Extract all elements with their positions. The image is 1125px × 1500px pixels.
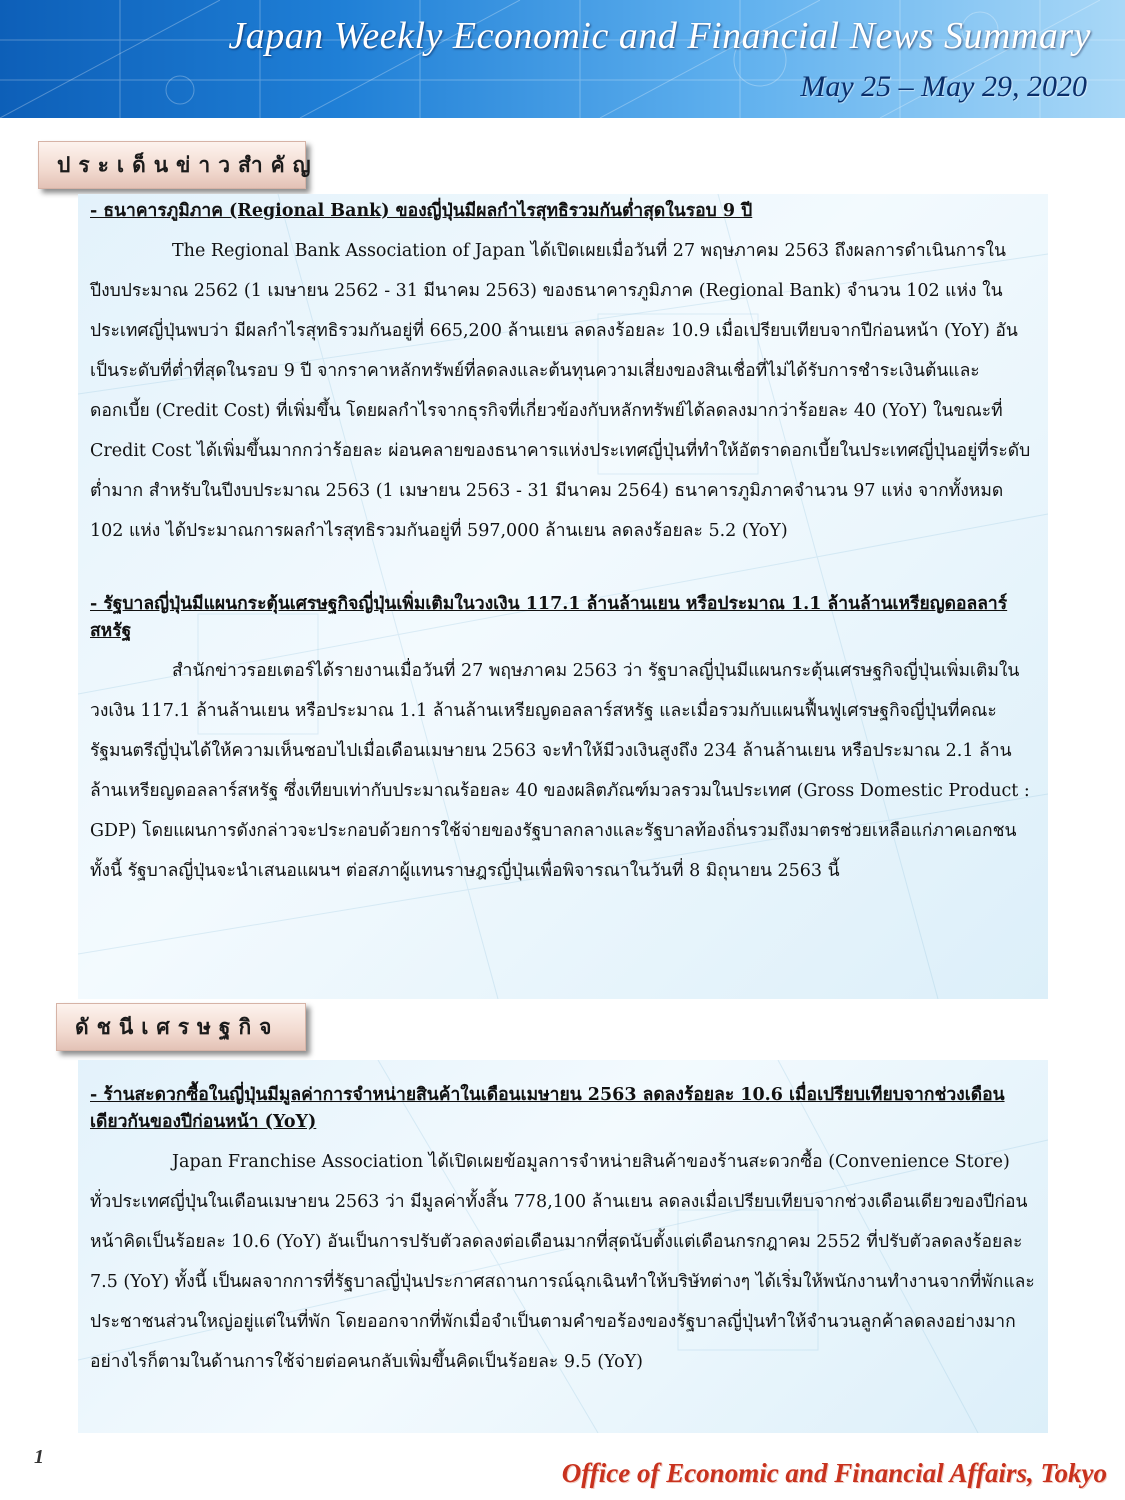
- article-2-body: สำนักข่าวรอยเตอร์ได้รายงานเมื่อวันที่ 27 พฤษภาคม 2563 ว่า รัฐบาลญี่ปุ่นมีแผนกระตุ้นเศรษฐกิจญี่ปุ่นเพิ่มเติมในวงเงิน 117.1 ล้านล้านเยน หรือประมาณ 1.1 ล้านล้านเหรียญดอลลาร์สหรัฐ และเมื่อรวมกับแผนฟื้นฟูเศรษฐกิจญี่ปุ่นที่คณะรัฐมนตรีญี่ปุ่นได้ให้ความเห็นชอบไปเมื่อเดือนเมษายน 2563 จะทำให้มีวงเงินสูงถึง 234 ล้านล้านเยน หรือประมาณ 2.1 ล้านล้านเหรียญดอลลาร์สหรัฐ ซึ่งเทียบเท่ากับประมาณร้อยละ 40 ของผลิตภัณฑ์มวลรวมในประเทศ (Gross Domestic Product : GDP) โดยแผนการดังกล่าวจะประกอบด้วยการใช้จ่ายของรัฐบาลกลางและรัฐบาลท้องถิ่นรวมถึงมาตรช่วยเหลือแก่ภาคเอกชน ทั้งนี้ รัฐบาลญี่ปุ่นจะนำเสนอแผนฯ ต่อสภาผู้แทนราษฎรญี่ปุ่นเพื่อพิจารณาในวันที่ 8 มิถุนายน 2563 นี้: [90, 661, 1030, 881]
- section-tab-economic-indicators: ดัชนีเศรษฐกิจ: [56, 1003, 306, 1051]
- economic-indicators-panel: [78, 1060, 1048, 1433]
- article-2-headline: - รัฐบาลญี่ปุ่นมีแผนกระตุ้นเศรษฐกิจญี่ปุ่นเพิ่มเติมในวงเงิน 117.1 ล้านล้านเยน หรือประมาณ 1.1 ล้านล้านเหรียญดอลลาร์สหรัฐ: [90, 594, 1008, 641]
- banner-date-range: May 25 – May 29, 2020: [800, 70, 1087, 103]
- article-3-body: Japan Franchise Association ได้เปิดเผยข้อมูลการจำหน่ายสินค้าของร้านสะดวกซื้อ (Convenience Store) ทั่วประเทศญี่ปุ่นในเดือนเมษายน 2563 ว่า มีมูลค่าทั้งสิ้น 778,100 ล้านเยน ลดลงเมื่อเปรียบเทียบจากช่วงเดือนเดียวของปีก่อนหน้าคิดเป็นร้อยละ 10.6 (YoY) อันเป็นการปรับตัวลดลงต่อเดือนมากที่สุดนับตั้งแต่เดือนกรกฎาคม 2552 ที่ปรับตัวลดลงร้อยละ 7.5 (YoY) ทั้งนี้ เป็นผลจากการที่รัฐบาลญี่ปุ่นประกาศสถานการณ์ฉุกเฉินทำให้บริษัทต่างๆ ได้เริ่มให้พนักงานทำงานจากที่พักและประชาชนส่วนใหญ่อยู่แต่ในที่พัก โดยออกจากที่พักเมื่อจำเป็นตามคำขอร้องของรัฐบาลญี่ปุ่นทำให้จำนวนลูกค้าลดลงอย่างมาก อย่างไรก็ตามในด้านการใช้จ่ายต่อคนกลับเพิ่มขึ้นคิดเป็นร้อยละ 9.5 (YoY): [90, 1152, 1035, 1372]
- footer-office-name: Office of Economic and Financial Affairs, Tokyo: [561, 1458, 1107, 1488]
- section-tab-key-news: ประเด็นข่าวสำคัญ: [38, 141, 306, 189]
- article-3-headline: - ร้านสะดวกซื้อในญี่ปุ่นมีมูลค่าการจำหน่ายสินค้าในเดือนเมษายน 2563 ลดลงร้อยละ 10.6 เมื่อเปรียบเทียบจากช่วงเดือนเดียวกันของปีก่อนหน้า (YoY): [90, 1085, 1005, 1132]
- banner-title: Japan Weekly Economic and Financial News Summary: [228, 15, 1091, 57]
- article-1-headline: - ธนาคารภูมิภาค (Regional Bank) ของญี่ปุ่นมีผลกำไรสุทธิรวมกันต่ำสุดในรอบ 9 ปี: [90, 201, 753, 221]
- header-banner: [0, 0, 1125, 118]
- page-number: 1: [34, 1446, 44, 1468]
- key-news-panel: [78, 194, 1048, 999]
- article-1-body: The Regional Bank Association of Japan ได้เปิดเผยเมื่อวันที่ 27 พฤษภาคม 2563 ถึงผลการดำเนินการในปีงบประมาณ 2562 (1 เมษายน 2562 - 31 มีนาคม 2563) ของธนาคารภูมิภาค (Regional Bank) จำนวน 102 แห่ง ในประเทศญี่ปุ่นพบว่า มีผลกำไรสุทธิรวมกันอยู่ที่ 665,200 ล้านเยน ลดลงร้อยละ 10.9 เมื่อเปรียบเทียบจากปีก่อนหน้า (YoY) อันเป็นระดับที่ต่ำที่สุดในรอบ 9 ปี จากราคาหลักทรัพย์ที่ลดลงและต้นทุนความเสี่ยงของสินเชื่อที่ไม่ได้รับการชำระเงินต้นและดอกเบี้ย (Credit Cost) ที่เพิ่มขึ้น โดยผลกำไรจากธุรกิจที่เกี่ยวข้องกับหลักทรัพย์ได้ลดลงมากว่าร้อยละ 40 (YoY) ในขณะที่ Credit Cost ได้เพิ่มขึ้นมากกว่าร้อยละ ผ่อนคลายของธนาคารแห่งประเทศญี่ปุ่นที่ทำให้อัตราดอกเบี้ยในประเทศญี่ปุ่นอยู่ที่ระดับต่ำมาก สำหรับในปีงบประมาณ 2563 (1 เมษายน 2563 - 31 มีนาคม 2564) ธนาคารภูมิภาคจำนวน 97 แห่ง จากทั้งหมด 102 แห่ง ได้ประมาณการผลกำไรสุทธิรวมกันอยู่ที่ 597,000 ล้านเยน ลดลงร้อยละ 5.2 (YoY): [90, 241, 1031, 541]
